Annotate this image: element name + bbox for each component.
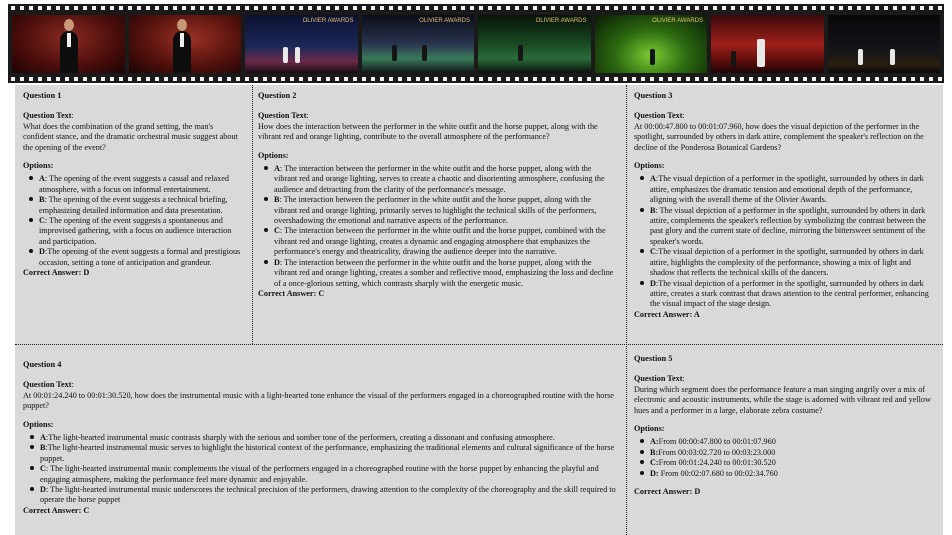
correct-answer: Correct Answer: D (634, 487, 701, 497)
filmstrip-sprockets-bottom (8, 75, 944, 83)
question-text-label: Question Text (258, 111, 307, 121)
question-title: Question 3 (634, 91, 673, 100)
host-figure (173, 31, 191, 73)
options-list (634, 174, 933, 309)
question-text-block: Question Text: How does the interaction between the performer in the white outfit and the horse puppet, along with the vibrant red and orange lighting, contribute to the overall atmosphere of the performance? (258, 111, 598, 142)
performers-spotlight-frame (245, 15, 358, 73)
option-c: C: The interaction between the performer in the white outfit and the horse puppet, combined with the vibrant red and orange lighting, creates a dynamic and engaging atmosphere that emphasizes the performance's energy and theatricality, drawing the audience deeper into the narrative. (274, 226, 616, 257)
column-divider (252, 85, 253, 344)
option-a: A: The interaction between the performer in the white outfit and the horse puppet, along with the vibrant red and orange lighting, serves to create a chaotic and disorienting atmosphere, confusing the audience and detracting from the clarity of the performance's message. (274, 164, 616, 195)
dark-stage-frame (828, 15, 941, 73)
question-2-panel (252, 85, 626, 344)
question-title: Question 2 (258, 91, 297, 100)
brand-watermark: OLIVIER AWARDS (652, 18, 703, 24)
question-text-label: Question Text (23, 111, 72, 121)
brand-watermark: OLIVIER AWARDS (302, 18, 354, 24)
option-b: B: The interaction between the performer in the white outfit and the horse puppet, along with the vibrant red and orange lighting, primarily serves to highlight the technical skills of the performers, overshadowing the emotional and narrative aspects of the performance. (274, 195, 616, 226)
green-laser-frame (595, 15, 708, 73)
options-list (23, 433, 616, 506)
row-divider (15, 344, 943, 345)
option-d: D: From 00:02:07.680 to 00:02:34.760 (650, 469, 933, 479)
correct-answer: Correct Answer: D (23, 268, 90, 278)
video-filmstrip (8, 4, 944, 83)
option-a: A:From 00:00:47.800 to 00:01:07.960 (650, 437, 933, 447)
options-list (258, 164, 616, 289)
options-heading: Options: (23, 419, 54, 429)
options-heading: Options: (258, 150, 289, 160)
question-text-label: Question Text (634, 374, 683, 384)
correct-answer: Correct Answer: A (634, 309, 700, 319)
host-stage-frame (12, 15, 125, 73)
option-b: B:From 00:03:02.720 to 00:03:23.000 (650, 448, 933, 458)
question-4-panel (15, 344, 626, 535)
option-d: D:The opening of the event suggests a formal and prestigious occasion, setting a tone of anticipation and grandeur. (39, 247, 241, 267)
brand-watermark: OLIVIER AWARDS (535, 18, 587, 24)
question-title: Question 1 (23, 91, 62, 100)
option-b: B:The light-hearted instrumental music serves to highlight the historical context of the performance, emphasizing the traditional elements and cultural significance of the horse puppet. (40, 443, 615, 463)
options-heading: Options: (634, 161, 665, 171)
option-c: C: The light-hearted instrumental music complements the visual of the performers engaged in a choreographed routine with the horse puppet by enhancing the playful and engaging atmosphere, making the performance feel more dynamic and enjoyable. (40, 464, 616, 485)
question-1-panel (15, 85, 252, 344)
options-heading: Options: (634, 424, 665, 434)
green-stage-frame (478, 15, 591, 73)
question-text: How does the interaction between the performer in the white outfit and the horse puppet, along with the vibrant red and orange lighting, contribute to the overall atmosphere of the performance? (258, 121, 598, 142)
question-text-block: Question Text: At 00:01:24.240 to 00:01:30.520, how does the instrumental music with a light-hearted tone enhance the visual of the performers engaged in a choreographed routine with the horse puppet? (23, 380, 614, 411)
question-text: During which segment does the performance feature a man singing angrily over a mix of electronic and acoustic instruments, while the stage is adorned with vibrant red and yellow hues and a performer in a large, elaborate zebra costume? (634, 384, 931, 415)
options-list (23, 174, 242, 268)
host-gesturing-frame (129, 15, 242, 73)
correct-answer: Correct Answer: C (23, 505, 90, 515)
option-d: D: The interaction between the performer in the white outfit and the horse puppet, along with the vibrant red and orange lighting, creates a somber and reflective mood, emphasizing the loss and decline of a once-glorious setting, which contrasts sharply with the energetic music. (274, 258, 616, 289)
question-5-panel (626, 344, 943, 535)
options-list (634, 437, 933, 479)
question-title: Question 5 (634, 354, 673, 363)
question-title: Question 4 (23, 360, 62, 369)
red-stage-frame (711, 15, 824, 73)
question-text: At 00:00:47.800 to 00:01:07.960, how does the visual depiction of the performer in the spotlight, surrounded by others in dark attire, complement the speaker's reflection on the decline of the Ponderosa Botanical Gardens? (634, 121, 924, 152)
option-b: B: The visual depiction of a performer in the spotlight, surrounded by others in dark attire, complements the speaker's reflection by symbolizing the contrast between the past glory and the current state of decline, mirroring the bittersweet sentiment of the speaker's words. (650, 206, 933, 248)
question-text-block: Question Text: At 00:00:47.800 to 00:01:07.960, how does the visual depiction of the performer in the spotlight, surrounded by others in dark attire, complement the speaker's reflection on the decline of the Ponderosa Botanical Gardens? (634, 111, 924, 152)
stage-ensemble-frame (362, 15, 475, 73)
question-text: At 00:01:24.240 to 00:01:30.520, how does the instrumental music with a light-hearted tone enhance the visual of the performers engaged in a choreographed routine with the horse puppet? (23, 390, 614, 411)
option-c: C:The visual depiction of a performer in the spotlight, surrounded by others in dark attire, highlights the complexity of the performance, showing a mix of light and shadow that reflects the technical skills of the dancers. (650, 247, 933, 278)
question-text-block: Question Text: What does the combination of the grand setting, the man's confident stance, and the dramatic orchestral music suggest about the opening of the event? (23, 111, 238, 152)
question-text-label: Question Text (23, 380, 72, 390)
option-a: A:The visual depiction of a performer in the spotlight, surrounded by others in dark attire, emphasizes the dramatic tension and emotional depth of the performance, aligning with the overall theme of the Olivier Awards. (650, 174, 933, 205)
question-text-label: Question Text (634, 111, 683, 121)
option-b: B: The opening of the event suggests a technical briefing, emphasizing detailed information and data presentation. (39, 195, 242, 216)
question-text: What does the combination of the grand setting, the man's confident stance, and the dramatic orchestral music suggest about the opening of the event? (23, 121, 238, 152)
option-a: A: The opening of the event suggests a casual and relaxed atmosphere, with a focus on informal entertainment. (39, 174, 242, 195)
options-heading: Options: (23, 161, 54, 171)
question-3-panel (626, 85, 943, 344)
option-a: A:The light-hearted instrumental music contrasts sharply with the serious and somber tone of the performers, creating a dissonant and confusing atmosphere. (40, 433, 616, 443)
host-figure (60, 31, 78, 73)
filmstrip-sprockets-top (8, 4, 944, 12)
question-text-block: Question Text: During which segment does the performance feature a man singing angrily over a mix of electronic and acoustic instruments, while the stage is adorned with vibrant red and yellow hues and a performer in a large, elaborate zebra costume? (634, 374, 931, 415)
brand-watermark: OLIVIER AWARDS (419, 18, 470, 24)
option-c: C:From 00:01:24.240 to 00:01:30.520 (650, 458, 933, 468)
filmstrip-frames (12, 15, 940, 73)
option-d: D:The visual depiction of a performer in the spotlight, surrounded by others in dark attire, creates a stark contrast that draws attention to the central performer, enhancing the visual impact of the stage design. (650, 279, 933, 310)
correct-answer: Correct Answer: C (258, 288, 325, 298)
column-divider (626, 85, 627, 535)
option-c: C: The opening of the event suggests a spontaneous and improvised gathering, with a focus on audience interaction and participation. (39, 216, 242, 247)
option-d: D: The light-hearted instrumental music underscores the technical precision of the performers, drawing attention to the complexity of the choreography and the skill required to operate the horse puppet (40, 485, 616, 505)
